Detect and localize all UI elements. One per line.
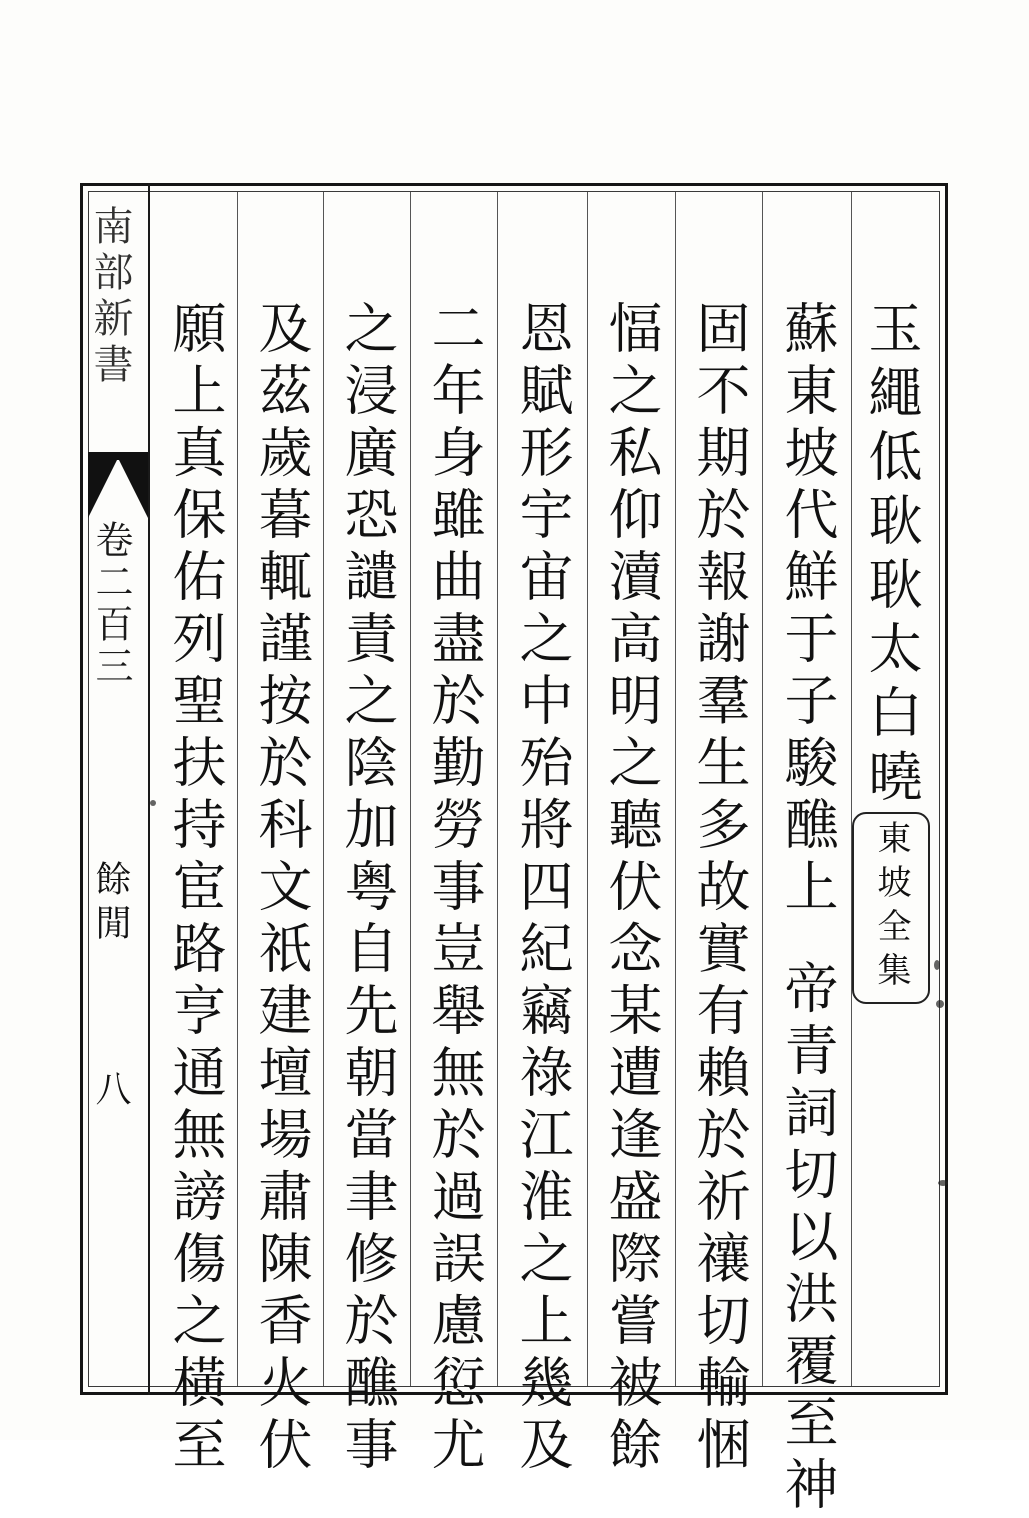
scan-speck (936, 1000, 944, 1008)
scan-speck (934, 960, 940, 970)
text-column-1 (860, 300, 930, 1004)
text-column-3 (684, 300, 754, 1478)
column-text: 二年身雖曲盡於勤勞事豈舉無於過誤慮愆尤 (423, 300, 486, 1478)
gutter-section: 餘閒 (90, 860, 131, 948)
column-text: 固不期於報謝羣生多故實有賴於祈禳切輸悃 (688, 300, 751, 1478)
text-column-5 (507, 300, 577, 1478)
column-separator (762, 192, 763, 1386)
column-separator (237, 192, 238, 1386)
text-column-9 (160, 300, 230, 1478)
scan-speck (938, 1180, 948, 1186)
column-text: 恩賦形宇宙之中殆將四紀竊祿江淮之上幾及 (511, 300, 574, 1478)
text-column-7 (332, 300, 402, 1478)
scan-speck (150, 800, 156, 806)
gutter-volume: 卷二百三 (89, 520, 133, 688)
fishtail-mark (88, 458, 148, 518)
text-column-2 (772, 300, 842, 1518)
text-column-6 (419, 300, 489, 1478)
column-text: 愊之私仰瀆高明之聽伏念某遭逢盛際嘗被餘 (600, 300, 663, 1478)
source-note: 東坡全集 (852, 812, 930, 1004)
column-separator (587, 192, 588, 1386)
column-separator (410, 192, 411, 1386)
gutter-page-number: 八 (90, 1070, 131, 1106)
column-text: 蘇東坡代鮮于子駿醮上 (776, 300, 839, 920)
text-column-8 (246, 300, 316, 1478)
column-text-continued: 帝青詞切以洪覆至神 (776, 960, 839, 1518)
column-text: 之浸廣恐譴責之陰加粤自先朝當聿修於醮事 (336, 300, 399, 1478)
column-separator (675, 192, 676, 1386)
column-text: 及茲歲暮輒謹按於科文祇建壇場肅陳香火伏 (250, 300, 313, 1478)
column-text: 願上真保佑列聖扶持宦路亨通無謗傷之橫至 (164, 300, 227, 1478)
text-column-4 (596, 300, 666, 1478)
column-text: 玉繩低耿耿太白曉 (860, 300, 923, 812)
column-separator (497, 192, 498, 1386)
column-separator (323, 192, 324, 1386)
gutter-book-title: 南部新書 (87, 205, 133, 389)
